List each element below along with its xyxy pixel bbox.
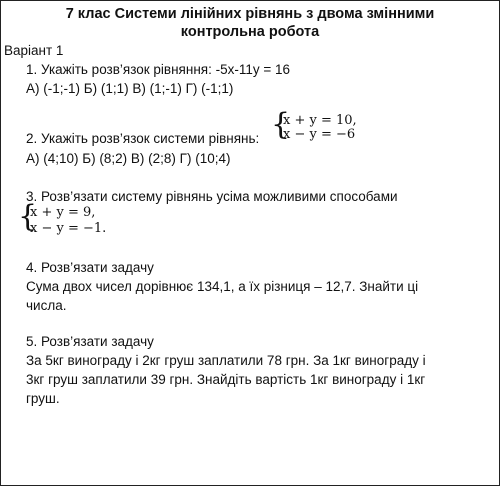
q2-options: А) (4;10) Б) (8;2) В) (2;8) Г) (10;4) xyxy=(26,151,231,166)
variant-label: Варіант 1 xyxy=(4,43,64,58)
q3-prompt: 3. Розв’язати систему рівнянь усіма можливими способами xyxy=(26,189,398,204)
q1-prompt: 1. Укажіть розв’язок рівняння: -5х-11у = 16 xyxy=(26,62,291,77)
page-title: 7 клас Системи лінійних рівнянь з двома змінними xyxy=(65,6,435,22)
q4-text-line1: Сума двох чисел дорівнює 134,1, а їх різниця – 12,7. Знайти ці xyxy=(26,279,419,294)
q3-equation-1: x + y = 9, xyxy=(30,205,96,220)
q5-prompt: 5. Розв’язати задачу xyxy=(26,334,154,349)
q1-options: А) (-1;-1) Б) (1;1) В) (1;-1) Г) (-1;1) xyxy=(26,81,234,96)
q5-text-line1: За 5кг винограду і 2кг груш заплатили 78 грн. За 1кг винограду і xyxy=(26,353,426,368)
q2-system-brace: { xyxy=(271,107,291,142)
q5-text-line3: груш. xyxy=(26,391,60,406)
q3-equation-2: x − y = −1. xyxy=(30,221,107,236)
page-subtitle: контрольна робота xyxy=(180,24,320,40)
q5-text-line2: 3кг груш заплатили 39 грн. Знайдіть вартість 1кг винограду і 1кг xyxy=(26,372,426,387)
q2-equation-2: x − y = −6 xyxy=(283,127,356,142)
q3-system-brace: { xyxy=(18,199,38,234)
q4-prompt: 4. Розв’язати задачу xyxy=(26,260,154,275)
q4-text-line2: числа. xyxy=(26,298,67,313)
q2-prompt: 2. Укажіть розв’язок системи рівнянь: xyxy=(26,131,260,146)
q2-equation-1: x + y = 10, xyxy=(283,113,357,128)
